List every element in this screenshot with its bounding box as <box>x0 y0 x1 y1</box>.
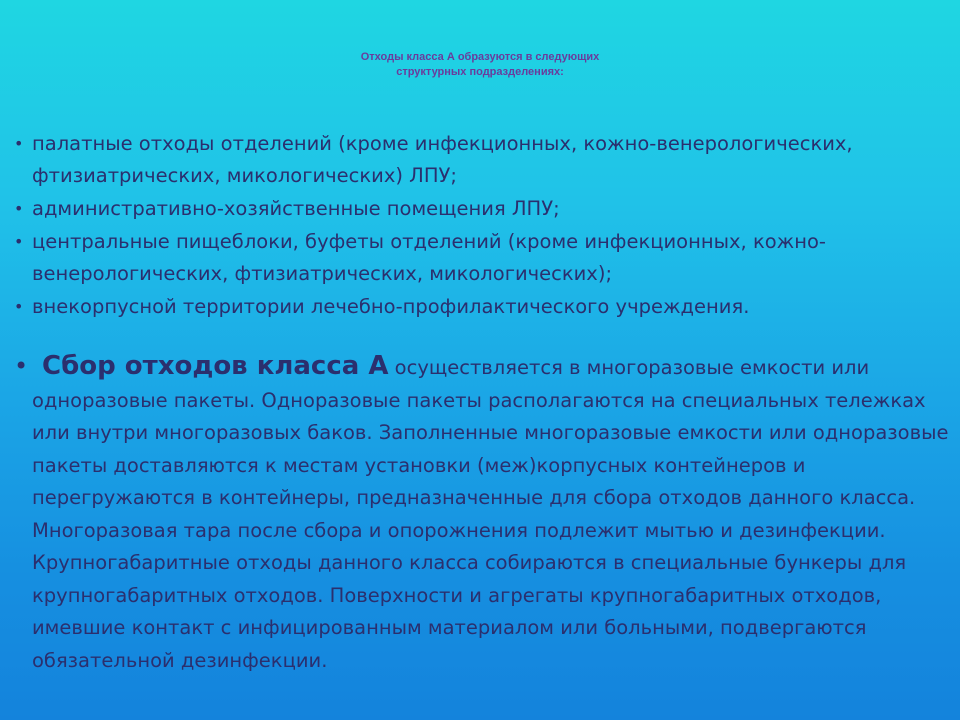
list-item-text: внекорпусной территории лечебно-профилактического учреждения. <box>32 295 750 318</box>
collection-paragraph <box>14 350 954 677</box>
list-item <box>14 291 946 323</box>
list-item-text: административно-хозяйственные помещения ЛПУ; <box>32 197 560 220</box>
bullet-icon: • <box>14 352 29 380</box>
bullet-icon: • <box>14 297 24 316</box>
list-item <box>14 193 946 225</box>
collection-heading: Сбор отходов класса А <box>42 351 389 381</box>
slide-title-line-1: Отходы класса А образуются в следующих <box>360 51 600 63</box>
bullet-icon: • <box>14 134 24 153</box>
bullet-icon: • <box>14 199 24 218</box>
list-item <box>14 128 946 192</box>
bullet-icon: • <box>14 232 24 251</box>
list-item <box>14 226 946 290</box>
slide-title-line-2: структурных подразделениях: <box>396 66 564 78</box>
list-item-text: центральные пищеблоки, буфеты отделений (кроме инфекционных, кожно-венерологических, фтизиатрических, микологических); <box>32 230 826 285</box>
list-item-text: палатные отходы отделений (кроме инфекционных, кожно-венерологических, фтизиатрических, микологических) ЛПУ; <box>32 132 853 187</box>
collection-text: осуществляется в многоразовые емкости или одноразовые пакеты. Одноразовые пакеты располагаются на специальных тележках или внутри многоразовых баков. Заполненные многоразовые емкости или одноразовые пакеты доставляются к местам установки (меж)корпусных контейнеров и перегружаются в контейнеры, предназначенные для сбора отходов данного класса. Многоразовая тара после сбора и опорожнения подлежит мытью и дезинфекции. Крупногабаритные отходы данного класса собираются в специальные бункеры для крупногабаритных отходов. Поверхности и агрегаты крупногабаритных отходов, имевшие контакт с инфицированным материалом или больными, подвергаются обязательной дезинфекции. <box>32 356 949 672</box>
slide-title <box>230 50 730 80</box>
sources-list <box>14 128 946 324</box>
list-item <box>14 350 954 677</box>
